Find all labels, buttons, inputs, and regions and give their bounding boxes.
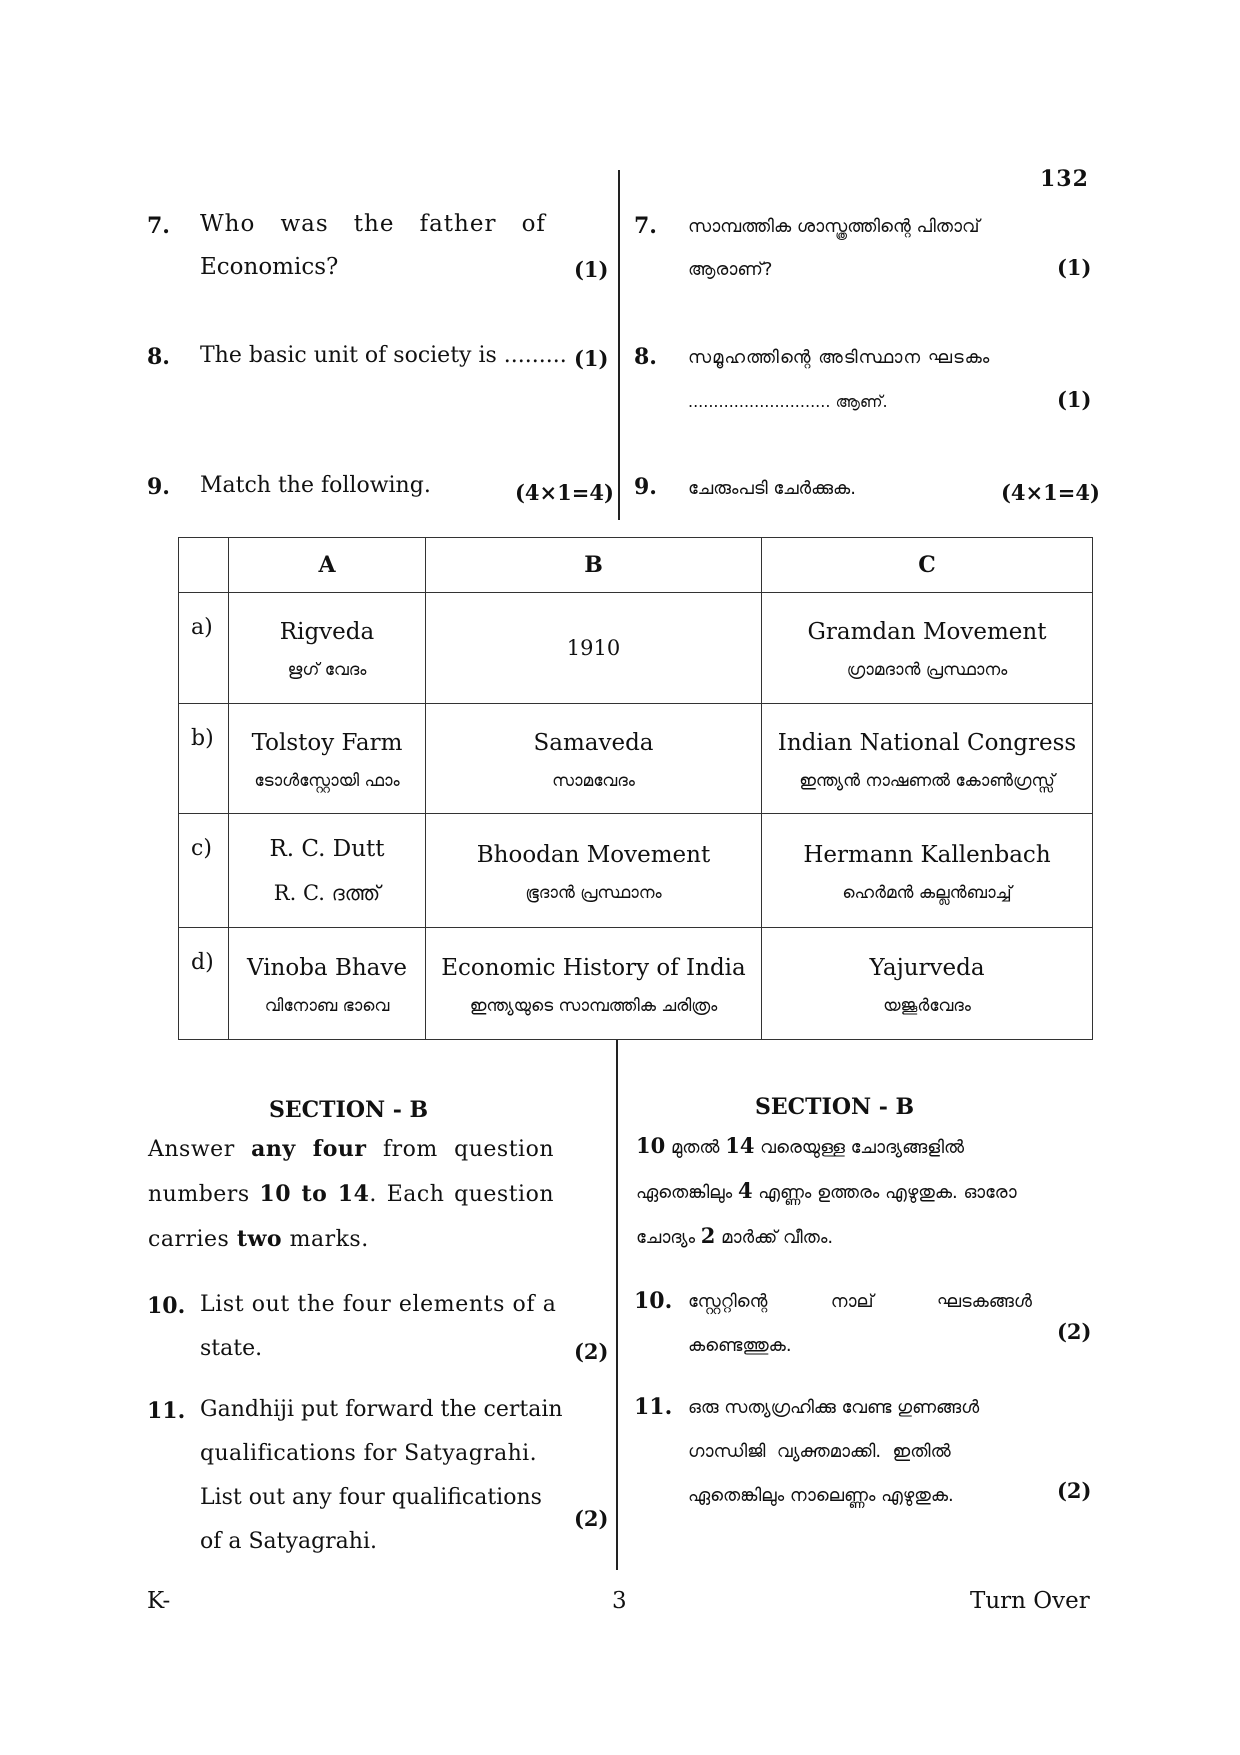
cell-en: Indian National Congress bbox=[777, 729, 1077, 756]
text: from question numbers bbox=[148, 1137, 554, 1207]
cell-en: Vinoba Bhave bbox=[246, 954, 407, 981]
marks-label: (2) bbox=[574, 1506, 609, 1531]
cell-en: Gramdan Movement bbox=[807, 619, 1047, 645]
word: of bbox=[521, 211, 546, 237]
question-text-line1: List out the four elements of a bbox=[200, 1292, 557, 1317]
section-b-instructions-en bbox=[148, 1127, 554, 1262]
question-text-line3: List out any four qualifications bbox=[200, 1485, 542, 1510]
question-text-line1: സാമ്പത്തിക ശാസ്ത്രത്തിന്റെ പിതാവ് bbox=[688, 216, 980, 237]
table-cell bbox=[229, 814, 426, 928]
word: നാല് bbox=[830, 1291, 874, 1312]
table-row bbox=[179, 814, 1093, 928]
marks-label: (1) bbox=[1057, 387, 1092, 412]
table-cell bbox=[229, 928, 426, 1040]
table-header: B bbox=[426, 538, 762, 593]
question-number: 7. bbox=[147, 213, 170, 239]
word: was bbox=[280, 211, 329, 237]
section-b-instructions-ml bbox=[636, 1124, 1056, 1259]
question-text: Match the following. bbox=[200, 473, 431, 498]
match-the-following-table bbox=[178, 537, 1093, 1040]
table-header-blank bbox=[179, 538, 229, 593]
word: Who bbox=[200, 211, 256, 237]
table-cell bbox=[229, 704, 426, 814]
cell-ml: സാമവേദം bbox=[552, 770, 635, 791]
text: വരെയുള്ള ചോദ്യങ്ങളിൽ ഏതെങ്കിലും bbox=[636, 1137, 965, 1203]
question-text: ചേരുംപടി ചേർക്കുക. bbox=[688, 478, 856, 499]
cell-ml: ഭൂദാൻ പ്രസ്ഥാനം bbox=[525, 882, 662, 903]
table-cell bbox=[426, 593, 762, 704]
cell-ml: ടോൾസ്റ്റോയി ഫാം bbox=[254, 770, 400, 791]
question-number: 11. bbox=[147, 1398, 186, 1424]
word: father bbox=[419, 211, 497, 237]
table-header: C bbox=[762, 538, 1093, 593]
table-header-row bbox=[179, 538, 1093, 593]
cell-ml: ഗ്രാമദാൻ പ്രസ്ഥാനം bbox=[846, 660, 1008, 680]
cell-ml: വിനോബ ഭാവെ bbox=[264, 995, 390, 1016]
table-cell bbox=[762, 704, 1093, 814]
column-divider-top bbox=[618, 170, 620, 520]
row-label: a) bbox=[179, 593, 229, 704]
table-cell bbox=[762, 814, 1093, 928]
table-cell bbox=[426, 814, 762, 928]
question-text: The basic unit of society is ......... bbox=[200, 343, 567, 368]
cell-ml: യജൂർവേദം bbox=[883, 995, 971, 1016]
word: the bbox=[353, 211, 395, 237]
question-number: 11. bbox=[634, 1394, 673, 1420]
section-b-heading-ml: SECTION - B bbox=[755, 1094, 915, 1120]
marks-label: (2) bbox=[1057, 1478, 1092, 1503]
cell-ml: ഇന്ത്യയുടെ സാമ്പത്തിക ചരിത്രം bbox=[469, 995, 718, 1016]
row-label: c) bbox=[179, 814, 229, 928]
word: സ്റ്റേറ്റിന്റെ bbox=[688, 1291, 768, 1312]
row-label: b) bbox=[179, 704, 229, 814]
table-row bbox=[179, 928, 1093, 1040]
table-cell bbox=[426, 928, 762, 1040]
table-cell bbox=[426, 704, 762, 814]
question-text-line2: state. bbox=[200, 1336, 263, 1361]
question-number: 10. bbox=[634, 1288, 673, 1314]
column-divider-bottom bbox=[616, 1040, 618, 1570]
table-cell bbox=[229, 593, 426, 704]
number: 2 bbox=[700, 1223, 716, 1248]
cell-ml: ഇന്ത്യൻ നാഷണൽ കോൺഗ്രസ്സ് bbox=[799, 770, 1055, 791]
cell-en: Samaveda bbox=[533, 729, 654, 756]
emphasis: 10 to 14 bbox=[259, 1181, 370, 1207]
cell-en: 1910 bbox=[566, 636, 621, 660]
emphasis: any four bbox=[251, 1136, 367, 1162]
question-number: 9. bbox=[634, 474, 657, 500]
cell-en: Rigveda bbox=[279, 619, 375, 645]
question-number: 8. bbox=[634, 344, 657, 370]
marks-label: (2) bbox=[1057, 1319, 1092, 1344]
question-text-line2: qualifications for Satyagrahi. bbox=[200, 1441, 538, 1466]
question-text-line2: ............................ ആണ്. bbox=[688, 392, 888, 411]
number: 4 bbox=[737, 1178, 753, 1203]
cell-en: Yajurveda bbox=[869, 954, 985, 981]
question-text-line1 bbox=[688, 1291, 1032, 1312]
question-text-line2: കണ്ടെത്തുക. bbox=[688, 1335, 792, 1356]
footer-code: K- bbox=[147, 1588, 171, 1614]
page-code: 132 bbox=[1040, 166, 1089, 192]
table-header: A bbox=[229, 538, 426, 593]
question-number: 10. bbox=[147, 1293, 186, 1319]
emphasis: two bbox=[236, 1226, 283, 1252]
text: Answer bbox=[148, 1137, 252, 1162]
question-text-line2: ഗാന്ധിജി വ്യക്തമാക്കി. ഇതിൽ bbox=[688, 1441, 951, 1462]
question-text-line1: ഒരു സത്യഗ്രഹിക്കു വേണ്ട ഗുണങ്ങൾ bbox=[688, 1397, 980, 1418]
cell-en: R. C. Dutt bbox=[269, 835, 385, 862]
cell-en: Hermann Kallenbach bbox=[803, 841, 1051, 868]
cell-ml: ഹെർമൻ കല്ലൻബാച്ച് bbox=[842, 882, 1012, 903]
question-number: 8. bbox=[147, 344, 170, 370]
text: എണ്ണം ഉത്തരം എഴുതുക. ഓരോ ചോദ്യം bbox=[636, 1182, 1017, 1248]
cell-ml: ഋഗ് വേദം bbox=[287, 660, 367, 680]
question-text-line1: Gandhiji put forward the certain bbox=[200, 1397, 563, 1422]
question-text-line2: ആരാണ്? bbox=[688, 259, 773, 280]
question-text-line2: Economics? bbox=[200, 254, 339, 280]
word: ഘടകങ്ങൾ bbox=[936, 1291, 1032, 1312]
question-text-line3: ഏതെങ്കിലും നാലെണ്ണം എഴുതുക. bbox=[688, 1485, 954, 1506]
row-label: d) bbox=[179, 928, 229, 1040]
table-row bbox=[179, 593, 1093, 704]
turn-over-label: Turn Over bbox=[970, 1588, 1090, 1614]
text: marks. bbox=[282, 1227, 369, 1252]
marks-label: (2) bbox=[574, 1339, 609, 1364]
marks-label: (4×1=4) bbox=[515, 480, 614, 505]
text: . Each question carries bbox=[148, 1182, 555, 1252]
text: മാർക്ക് വീതം. bbox=[715, 1227, 834, 1248]
cell-en: Bhoodan Movement bbox=[476, 841, 711, 868]
table-cell bbox=[762, 928, 1093, 1040]
cell-en: Tolstoy Farm bbox=[251, 729, 403, 756]
marks-label: (1) bbox=[574, 346, 609, 371]
marks-label: (4×1=4) bbox=[1001, 480, 1100, 505]
number: 14 bbox=[725, 1133, 755, 1158]
page-number: 3 bbox=[612, 1588, 627, 1614]
marks-label: (1) bbox=[1057, 255, 1092, 280]
cell-en: Economic History of India bbox=[441, 954, 746, 981]
cell-ml: R. C. ദത്ത് bbox=[273, 880, 381, 905]
question-number: 7. bbox=[634, 213, 657, 239]
text: മുതൽ bbox=[665, 1137, 726, 1158]
question-text-line1: സമൂഹത്തിന്റെ അടിസ്ഥാന ഘടകം bbox=[688, 347, 991, 368]
question-number: 9. bbox=[147, 474, 170, 500]
number: 10 bbox=[636, 1133, 666, 1158]
question-text-line1 bbox=[200, 203, 546, 246]
table-row bbox=[179, 704, 1093, 814]
question-text-line4: of a Satyagrahi. bbox=[200, 1529, 377, 1554]
section-b-heading-en: SECTION - B bbox=[269, 1097, 429, 1123]
table-cell bbox=[762, 593, 1093, 704]
marks-label: (1) bbox=[574, 257, 609, 282]
